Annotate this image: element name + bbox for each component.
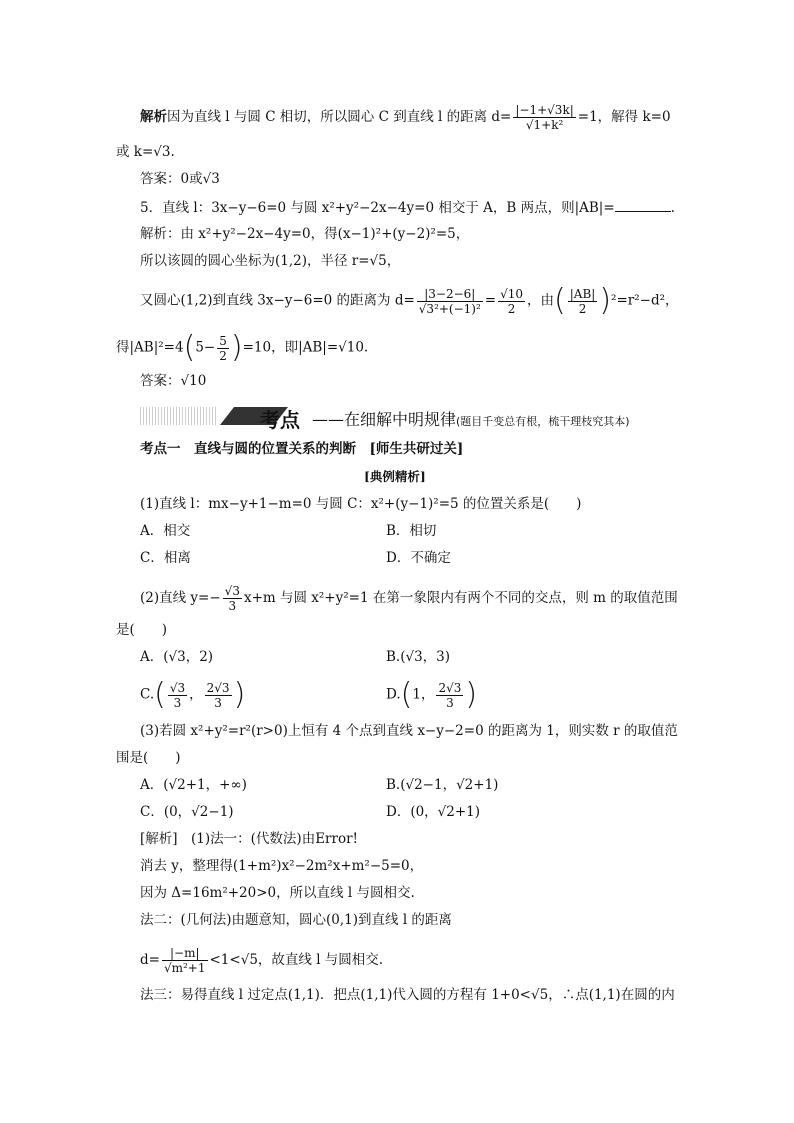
- solution-text: <1<√5，故直线 l 与圆相交.: [209, 952, 384, 968]
- question-1-stem: (1)直线 l：mx−y+1−m=0 与圆 C：x²+(y−1)²=5 的位置关系是( ): [140, 496, 582, 512]
- question-2-text: x+m 与圆 x²+y²=1 在第一象限内有两个不同的交点，则 m 的取值范围: [243, 590, 678, 606]
- question-1-option-b: B．相切: [386, 523, 437, 539]
- fraction-numerator: |−1+√3k|: [515, 103, 574, 117]
- solution-4-line-2: 或 k=√3.: [116, 144, 175, 160]
- fraction-denominator: √m²+1: [163, 961, 206, 975]
- banner-title: 考点: [260, 408, 300, 432]
- question-2-option-d: [386, 677, 478, 712]
- option-fraction: [168, 681, 187, 710]
- question-5: 5．直线 l：3x−y−6=0 与圆 x²+y²−2x−4y=0 相交于 A，B 两点，则|AB|= .: [140, 197, 675, 217]
- solution-label: 解析: [140, 109, 167, 125]
- answer-5: 答案：√10: [140, 373, 207, 389]
- solution-line-5: [140, 946, 383, 975]
- banner-slant: [220, 407, 234, 425]
- fraction-numerator: |−m|: [162, 946, 208, 961]
- option-fraction: [436, 681, 463, 710]
- fraction-numerator: √10: [500, 286, 524, 301]
- fraction-numerator: 2√3: [438, 680, 462, 695]
- fraction-numerator: 2√3: [206, 680, 230, 695]
- question-3-stem-cont: 围是( ): [116, 750, 181, 766]
- solution-5-line-4: [116, 330, 369, 365]
- paren-open: (: [400, 677, 413, 712]
- section-title: 考点一 直线与圆的位置关系的判断 [师生共研过关]: [140, 441, 464, 457]
- banner-subtitle-text: ——在细解中明规律: [312, 410, 457, 429]
- solution-line-2: 消去 y，整理得(1+m²)x²−2m²x+m²−5=0，: [140, 858, 424, 874]
- solution-text-end: =1，解得 k=0: [577, 109, 671, 125]
- solution-line-6: 法三：易得直线 l 过定点(1,1)．把点(1,1)代入圆的方程有 1+0<√5，∴点(1,1)在圆的内: [140, 987, 675, 1003]
- solution-text: 因为直线 l 与圆 C 相切，所以圆心 C 到直线 l 的距离 d=: [167, 109, 512, 125]
- fraction-denominator: 3: [228, 599, 237, 613]
- fraction-numerator: |3−2−6|: [417, 287, 483, 302]
- solution-5-line-2: 所以该圆的圆心坐标为(1,2)，半径 r=√5，: [140, 253, 401, 269]
- fraction-denominator: 3: [446, 695, 454, 710]
- distance-fraction-sol: [162, 946, 208, 975]
- solution-5-line-1: 解析：由 x²+y²−2x−4y=0，得(x−1)²+(y−2)²=5，: [140, 226, 470, 242]
- distance-fraction-5: [417, 287, 483, 316]
- solution-5-text: =10，即|AB|=√10.: [242, 339, 369, 356]
- option-text: 1，: [412, 686, 435, 703]
- fraction-denominator: 2: [578, 301, 587, 316]
- paren-close: ): [465, 677, 478, 712]
- solution-5-text: 5−: [195, 339, 216, 356]
- question-2-option-b: B.(√3，3): [386, 649, 451, 665]
- question-1-option-a: A．相交: [140, 523, 191, 539]
- fraction-denominator: 3: [173, 695, 182, 710]
- question-5-text: 5．直线 l：3x−y−6=0 与圆 x²+y²−2x−4y=0 相交于 A，B 两点，则|AB|=: [140, 200, 615, 216]
- fraction-denominator: √1+k²: [525, 118, 564, 132]
- paren-close: ): [230, 330, 243, 365]
- solution-5-text: 得|AB|²=4: [116, 339, 184, 356]
- question-2-stem: [140, 584, 678, 613]
- ab-half-fraction: [568, 287, 598, 316]
- fraction-numerator: |AB|: [569, 286, 596, 301]
- banner-note: (题目千变总有根，梳干理枝究其本): [456, 415, 630, 428]
- question-1-option-c: C．相离: [140, 550, 191, 566]
- fraction-denominator: 2: [219, 348, 227, 363]
- question-3-option-b: B.(√2−1，√2+1): [386, 777, 499, 793]
- solution-line-4: 法二：(几何法)由题意知，圆心(0,1)到直线 l 的距离: [140, 912, 452, 928]
- fraction-denominator: 2: [507, 301, 516, 316]
- question-1-option-d: D．不确定: [386, 550, 451, 566]
- answer-blank: [615, 197, 671, 212]
- question-3-option-a: A．(√2+1，+∞): [140, 777, 247, 793]
- question-3-option-c: C．(0，√2−1): [140, 804, 234, 820]
- solution-5-text-c: ²=r²−d²，: [611, 292, 679, 309]
- equals-sign: =: [484, 292, 497, 309]
- solution-5-text: 又圆心(1,2)到直线 3x−y−6=0 的距离为 d=: [140, 292, 415, 309]
- option-letter: D.: [386, 686, 401, 703]
- solution-text: d=: [140, 952, 160, 968]
- fraction-numerator: √3: [169, 680, 186, 695]
- paren-close: ): [599, 283, 612, 318]
- solution-5-text-b: ，由: [527, 292, 555, 309]
- result-fraction: [498, 287, 525, 316]
- answer-4: 答案：0或√3: [140, 171, 220, 187]
- section-banner: [140, 404, 680, 430]
- distance-fraction: [513, 103, 575, 132]
- five-half-fraction: [217, 334, 229, 363]
- option-fraction: [205, 681, 232, 710]
- solution-line-3: 因为 Δ=16m²+20>0，所以直线 l 与圆相交.: [140, 885, 415, 901]
- question-2-stem-cont: 是( ): [116, 622, 168, 638]
- slope-fraction: [223, 584, 242, 613]
- fraction-denominator: √3²+(−1)²: [418, 301, 481, 316]
- banner-stripes: [140, 407, 218, 425]
- paren-close: ): [233, 677, 246, 712]
- banner-subtitle: [312, 407, 630, 430]
- section-subheading: [典例精析]: [364, 469, 426, 484]
- comma: ，: [189, 686, 203, 703]
- option-letter: C.: [140, 686, 155, 703]
- question-2-option-a: A．(√3，2): [140, 649, 214, 665]
- paren-open: (: [183, 330, 196, 365]
- question-2-text: (2)直线 y=−: [140, 590, 221, 606]
- fraction-numerator: √3: [224, 584, 240, 598]
- question-3-option-d: D．(0，√2+1): [386, 804, 481, 820]
- question-3-stem: (3)若圆 x²+y²=r²(r>0)上恒有 4 个点到直线 x−y−2=0 的距离为 1，则实数 r 的取值范: [140, 723, 678, 739]
- solution-5-line-3: [140, 283, 679, 318]
- solution-4-line-1: [140, 103, 671, 132]
- question-2-option-c: [140, 677, 246, 712]
- fraction-denominator: 3: [214, 695, 222, 710]
- paren-open: (: [154, 677, 166, 712]
- paren-open: (: [554, 283, 566, 318]
- solution-line-1: [解析] (1)法一：(代数法)由Error!: [140, 831, 358, 847]
- fraction-numerator: 5: [219, 333, 227, 348]
